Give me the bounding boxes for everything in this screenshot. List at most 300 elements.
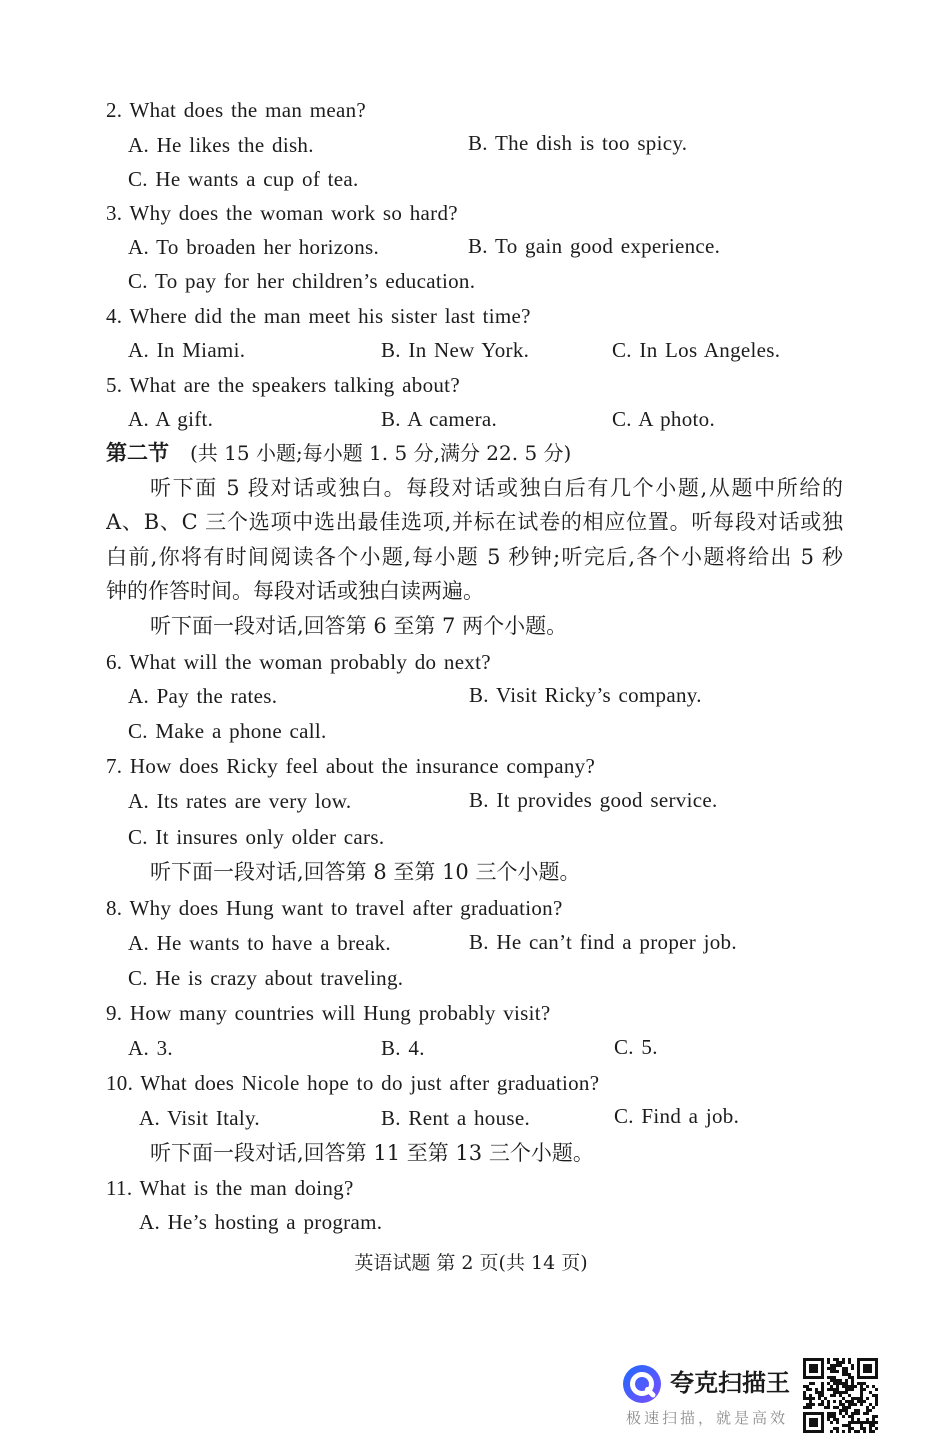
- qr-module: [875, 1394, 878, 1397]
- qr-module: [806, 1385, 809, 1388]
- qr-module: [848, 1373, 851, 1376]
- qr-module: [866, 1418, 869, 1421]
- qr-module: [821, 1403, 824, 1406]
- section-title: 第二节: [106, 440, 169, 465]
- question-stem: 10. What does Nicole hope to do just after graduation?: [106, 1071, 600, 1095]
- qr-module: [830, 1364, 833, 1367]
- qr-module: [872, 1421, 875, 1424]
- qr-module: [842, 1391, 845, 1394]
- qr-module: [875, 1376, 878, 1379]
- option-a: A. Visit Italy.: [139, 1106, 260, 1130]
- question-stem: 6. What will the woman probably do next?: [106, 650, 491, 674]
- option-c: C. To pay for her children’s education.: [128, 269, 476, 293]
- qr-module: [866, 1367, 869, 1370]
- logo-disc: [623, 1365, 661, 1403]
- qr-module: [803, 1367, 806, 1370]
- qr-module: [815, 1424, 818, 1427]
- qr-module: [857, 1373, 860, 1376]
- qr-module: [845, 1385, 848, 1388]
- qr-module: [836, 1421, 839, 1424]
- question-stem: 9. How many countries will Hung probably visit?: [106, 1001, 551, 1025]
- qr-module: [815, 1388, 818, 1391]
- qr-module: [839, 1409, 842, 1412]
- dialog-prompt: 听下面一段对话,回答第 8 至第 10 三个小题。: [150, 860, 581, 884]
- qr-module: [848, 1385, 851, 1388]
- qr-module: [872, 1418, 875, 1421]
- qr-module: [836, 1406, 839, 1409]
- qr-module: [809, 1406, 812, 1409]
- qr-module: [836, 1418, 839, 1421]
- qr-module: [857, 1370, 860, 1373]
- qr-module: [872, 1424, 875, 1427]
- qr-module: [866, 1376, 869, 1379]
- qr-module: [860, 1427, 863, 1430]
- qr-module: [809, 1382, 812, 1385]
- qr-module: [812, 1421, 815, 1424]
- qr-module: [872, 1385, 875, 1388]
- qr-module: [809, 1397, 812, 1400]
- qr-module: [803, 1406, 806, 1409]
- qr-module: [827, 1361, 830, 1364]
- qr-module: [842, 1370, 845, 1373]
- qr-module: [833, 1388, 836, 1391]
- qr-module: [809, 1430, 812, 1433]
- option-b: B. In New York.: [381, 338, 530, 362]
- qr-module: [821, 1361, 824, 1364]
- qr-module: [842, 1367, 845, 1370]
- qr-module: [869, 1376, 872, 1379]
- qr-module: [803, 1421, 806, 1424]
- qr-module: [848, 1403, 851, 1406]
- qr-module: [839, 1412, 842, 1415]
- option-b: B. Visit Ricky’s company.: [469, 683, 702, 707]
- qr-module: [857, 1412, 860, 1415]
- qr-module: [806, 1376, 809, 1379]
- qr-module: [845, 1367, 848, 1370]
- qr-module: [872, 1358, 875, 1361]
- qr-module: [833, 1370, 836, 1373]
- qr-module: [803, 1424, 806, 1427]
- qr-module: [803, 1376, 806, 1379]
- qr-module: [848, 1427, 851, 1430]
- qr-module: [866, 1370, 869, 1373]
- qr-module: [815, 1364, 818, 1367]
- qr-module: [812, 1418, 815, 1421]
- dialog-prompt: 听下面一段对话,回答第 11 至第 13 三个小题。: [150, 1141, 594, 1165]
- qr-module: [821, 1412, 824, 1415]
- qr-module: [818, 1358, 821, 1361]
- qr-module: [851, 1400, 854, 1403]
- qr-module: [848, 1388, 851, 1391]
- qr-module: [851, 1382, 854, 1385]
- qr-module: [821, 1430, 824, 1433]
- qr-module: [821, 1385, 824, 1388]
- qr-module: [827, 1382, 830, 1385]
- qr-module: [821, 1421, 824, 1424]
- watermark-brand: 夸克扫描王: [670, 1369, 790, 1397]
- qr-module: [812, 1367, 815, 1370]
- qr-module: [830, 1376, 833, 1379]
- qr-module: [854, 1412, 857, 1415]
- question-stem: 7. How does Ricky feel about the insurance company?: [106, 754, 596, 778]
- qr-module: [836, 1385, 839, 1388]
- qr-module: [848, 1415, 851, 1418]
- qr-module: [857, 1430, 860, 1433]
- qr-module: [857, 1367, 860, 1370]
- qr-module: [872, 1430, 875, 1433]
- qr-module: [854, 1421, 857, 1424]
- qr-module: [869, 1409, 872, 1412]
- qr-module: [857, 1382, 860, 1385]
- qr-module: [836, 1391, 839, 1394]
- qr-module: [848, 1430, 851, 1433]
- qr-module: [821, 1382, 824, 1385]
- instruction-line: 听下面 5 段对话或独白。每段对话或独白后有几个小题,从题中所给的: [150, 476, 843, 500]
- qr-module: [857, 1376, 860, 1379]
- qr-module: [830, 1370, 833, 1373]
- qr-module: [845, 1406, 848, 1409]
- qr-module: [833, 1418, 836, 1421]
- qr-module: [842, 1424, 845, 1427]
- qr-module: [836, 1430, 839, 1433]
- qr-module: [857, 1358, 860, 1361]
- option-c: C. Make a phone call.: [128, 719, 327, 743]
- qr-module: [824, 1397, 827, 1400]
- qr-module: [866, 1409, 869, 1412]
- qr-module: [854, 1430, 857, 1433]
- qr-module: [836, 1358, 839, 1361]
- qr-module: [830, 1412, 833, 1415]
- qr-module: [809, 1400, 812, 1403]
- qr-module: [869, 1421, 872, 1424]
- qr-module: [830, 1379, 833, 1382]
- qr-module: [869, 1370, 872, 1373]
- qr-module: [869, 1391, 872, 1394]
- qr-module: [803, 1358, 806, 1361]
- qr-module: [851, 1412, 854, 1415]
- qr-module: [848, 1361, 851, 1364]
- qr-module: [842, 1409, 845, 1412]
- qr-module: [815, 1412, 818, 1415]
- qr-module: [857, 1361, 860, 1364]
- option-a: A. 3.: [128, 1036, 173, 1060]
- qr-module: [839, 1394, 842, 1397]
- qr-module: [845, 1424, 848, 1427]
- qr-module: [869, 1358, 872, 1361]
- qr-module: [866, 1397, 869, 1400]
- qr-module: [857, 1421, 860, 1424]
- qr-module: [863, 1358, 866, 1361]
- question-stem: 5. What are the speakers talking about?: [106, 373, 460, 397]
- qr-module: [842, 1361, 845, 1364]
- qr-module: [821, 1418, 824, 1421]
- qr-module: [845, 1382, 848, 1385]
- qr-module: [821, 1364, 824, 1367]
- qr-module: [830, 1421, 833, 1424]
- qr-module: [845, 1391, 848, 1394]
- qr-module: [854, 1397, 857, 1400]
- qr-module: [875, 1370, 878, 1373]
- option-a: A. Pay the rates.: [128, 684, 278, 708]
- qr-module: [803, 1391, 806, 1394]
- qr-module: [875, 1388, 878, 1391]
- qr-module: [869, 1364, 872, 1367]
- qr-module: [836, 1388, 839, 1391]
- qr-module: [872, 1394, 875, 1397]
- qr-module: [827, 1412, 830, 1415]
- qr-module: [818, 1394, 821, 1397]
- quark-logo-icon: [622, 1364, 662, 1404]
- qr-code-icon: [803, 1358, 878, 1433]
- qr-module: [815, 1367, 818, 1370]
- qr-module: [842, 1358, 845, 1361]
- qr-module: [815, 1391, 818, 1394]
- qr-module: [827, 1415, 830, 1418]
- qr-module: [869, 1403, 872, 1406]
- qr-module: [875, 1403, 878, 1406]
- qr-module: [809, 1364, 812, 1367]
- qr-module: [845, 1412, 848, 1415]
- qr-module: [869, 1424, 872, 1427]
- qr-module: [809, 1418, 812, 1421]
- instruction-line: 钟的作答时间。每段对话或独白读两遍。: [106, 579, 484, 603]
- qr-module: [875, 1373, 878, 1376]
- qr-module: [833, 1427, 836, 1430]
- option-c: C. He is crazy about traveling.: [128, 966, 404, 990]
- qr-module: [857, 1418, 860, 1421]
- qr-module: [851, 1427, 854, 1430]
- instruction-line: A、B、C 三个选项中选出最佳选项,并标在试卷的相应位置。听每段对话或独: [106, 510, 843, 534]
- qr-module: [827, 1367, 830, 1370]
- question-stem: 2. What does the man mean?: [106, 98, 366, 122]
- qr-module: [857, 1397, 860, 1400]
- qr-module: [860, 1385, 863, 1388]
- option-b: B. 4.: [381, 1036, 425, 1060]
- option-b: B. A camera.: [381, 407, 498, 431]
- qr-module: [836, 1361, 839, 1364]
- qr-module: [812, 1412, 815, 1415]
- qr-module: [830, 1415, 833, 1418]
- qr-module: [854, 1385, 857, 1388]
- qr-module: [851, 1397, 854, 1400]
- qr-module: [815, 1430, 818, 1433]
- qr-module: [836, 1427, 839, 1430]
- qr-module: [842, 1430, 845, 1433]
- qr-module: [815, 1370, 818, 1373]
- qr-module: [866, 1412, 869, 1415]
- qr-module: [833, 1358, 836, 1361]
- qr-module: [803, 1418, 806, 1421]
- qr-module: [842, 1415, 845, 1418]
- qr-module: [809, 1370, 812, 1373]
- qr-module: [857, 1400, 860, 1403]
- qr-module: [806, 1388, 809, 1391]
- qr-module: [860, 1388, 863, 1391]
- qr-module: [833, 1379, 836, 1382]
- qr-module: [860, 1394, 863, 1397]
- qr-module: [842, 1403, 845, 1406]
- qr-module: [860, 1397, 863, 1400]
- qr-module: [863, 1367, 866, 1370]
- qr-module: [818, 1430, 821, 1433]
- qr-module: [830, 1430, 833, 1433]
- option-a: A. He wants to have a break.: [128, 931, 391, 955]
- qr-module: [836, 1364, 839, 1367]
- qr-module: [803, 1415, 806, 1418]
- qr-module: [851, 1415, 854, 1418]
- qr-module: [833, 1376, 836, 1379]
- qr-module: [806, 1412, 809, 1415]
- qr-module: [836, 1379, 839, 1382]
- qr-module: [863, 1388, 866, 1391]
- qr-module: [821, 1415, 824, 1418]
- qr-module: [839, 1382, 842, 1385]
- qr-module: [845, 1379, 848, 1382]
- qr-module: [836, 1370, 839, 1373]
- qr-module: [812, 1403, 815, 1406]
- qr-module: [857, 1364, 860, 1367]
- qr-module: [821, 1394, 824, 1397]
- qr-module: [827, 1406, 830, 1409]
- option-c: C. It insures only older cars.: [128, 825, 385, 849]
- qr-module: [821, 1400, 824, 1403]
- qr-module: [839, 1400, 842, 1403]
- qr-module: [833, 1391, 836, 1394]
- qr-module: [866, 1421, 869, 1424]
- question-stem: 11. What is the man doing?: [106, 1176, 354, 1200]
- qr-module: [839, 1364, 842, 1367]
- qr-module: [848, 1424, 851, 1427]
- qr-module: [851, 1364, 854, 1367]
- qr-module: [875, 1397, 878, 1400]
- option-c: C. A photo.: [612, 407, 715, 431]
- qr-module: [875, 1421, 878, 1424]
- option-b: B. It provides good service.: [469, 788, 718, 812]
- option-c: C. In Los Angeles.: [612, 338, 781, 362]
- qr-module: [830, 1388, 833, 1391]
- qr-module: [860, 1376, 863, 1379]
- qr-module: [833, 1394, 836, 1397]
- qr-module: [872, 1415, 875, 1418]
- qr-module: [863, 1364, 866, 1367]
- qr-module: [857, 1409, 860, 1412]
- option-a: A. He likes the dish.: [128, 133, 314, 157]
- qr-module: [833, 1364, 836, 1367]
- qr-module: [860, 1421, 863, 1424]
- qr-module: [863, 1421, 866, 1424]
- qr-module: [821, 1424, 824, 1427]
- option-a: A. To broaden her horizons.: [128, 235, 380, 259]
- qr-module: [875, 1427, 878, 1430]
- qr-module: [830, 1385, 833, 1388]
- qr-module: [872, 1376, 875, 1379]
- option-b: B. The dish is too spicy.: [468, 131, 688, 155]
- option-a: A. Its rates are very low.: [128, 789, 352, 813]
- qr-module: [803, 1373, 806, 1376]
- qr-module: [827, 1388, 830, 1391]
- qr-module: [863, 1382, 866, 1385]
- qr-module: [833, 1415, 836, 1418]
- qr-module: [854, 1409, 857, 1412]
- qr-module: [863, 1412, 866, 1415]
- qr-module: [803, 1361, 806, 1364]
- qr-module: [863, 1376, 866, 1379]
- section-scoring: (共 15 小题;每小题 1. 5 分,满分 22. 5 分): [190, 441, 572, 465]
- qr-module: [854, 1403, 857, 1406]
- qr-module: [851, 1388, 854, 1391]
- qr-module: [860, 1382, 863, 1385]
- qr-module: [815, 1376, 818, 1379]
- qr-module: [869, 1427, 872, 1430]
- qr-module: [806, 1397, 809, 1400]
- qr-module: [827, 1376, 830, 1379]
- qr-module: [875, 1400, 878, 1403]
- qr-module: [821, 1370, 824, 1373]
- qr-module: [839, 1391, 842, 1394]
- qr-module: [803, 1397, 806, 1400]
- option-c: C. 5.: [614, 1035, 658, 1059]
- qr-module: [809, 1421, 812, 1424]
- instruction-line: 白前,你将有时间阅读各个小题,每小题 5 秒钟;听完后,各个小题将给出 5 秒: [106, 545, 843, 569]
- qr-module: [803, 1364, 806, 1367]
- qr-module: [806, 1406, 809, 1409]
- option-a: A. He’s hosting a program.: [139, 1210, 383, 1234]
- qr-module: [809, 1394, 812, 1397]
- qr-module: [818, 1376, 821, 1379]
- qr-module: [818, 1391, 821, 1394]
- qr-module: [863, 1427, 866, 1430]
- qr-module: [812, 1370, 815, 1373]
- qr-module: [860, 1403, 863, 1406]
- qr-module: [827, 1418, 830, 1421]
- qr-module: [860, 1358, 863, 1361]
- qr-module: [821, 1388, 824, 1391]
- qr-module: [869, 1367, 872, 1370]
- dialog-prompt: 听下面一段对话,回答第 6 至第 7 两个小题。: [150, 614, 568, 638]
- qr-module: [803, 1412, 806, 1415]
- qr-module: [824, 1406, 827, 1409]
- qr-module: [845, 1370, 848, 1373]
- qr-module: [821, 1358, 824, 1361]
- qr-module: [809, 1388, 812, 1391]
- qr-module: [803, 1430, 806, 1433]
- qr-module: [848, 1376, 851, 1379]
- qr-module: [812, 1430, 815, 1433]
- qr-module: [842, 1373, 845, 1376]
- qr-module: [848, 1400, 851, 1403]
- qr-module: [821, 1373, 824, 1376]
- qr-module: [839, 1379, 842, 1382]
- qr-module: [851, 1421, 854, 1424]
- qr-module: [806, 1430, 809, 1433]
- qr-module: [812, 1358, 815, 1361]
- qr-module: [809, 1424, 812, 1427]
- qr-module: [851, 1418, 854, 1421]
- qr-module: [818, 1403, 821, 1406]
- qr-module: [866, 1364, 869, 1367]
- qr-module: [845, 1373, 848, 1376]
- qr-module: [815, 1418, 818, 1421]
- qr-module: [845, 1400, 848, 1403]
- page-footer: 英语试题 第 2 页(共 14 页): [354, 1252, 588, 1274]
- qr-module: [851, 1379, 854, 1382]
- qr-module: [833, 1412, 836, 1415]
- qr-module: [809, 1412, 812, 1415]
- qr-module: [842, 1406, 845, 1409]
- qr-module: [809, 1376, 812, 1379]
- qr-module: [860, 1391, 863, 1394]
- qr-module: [830, 1367, 833, 1370]
